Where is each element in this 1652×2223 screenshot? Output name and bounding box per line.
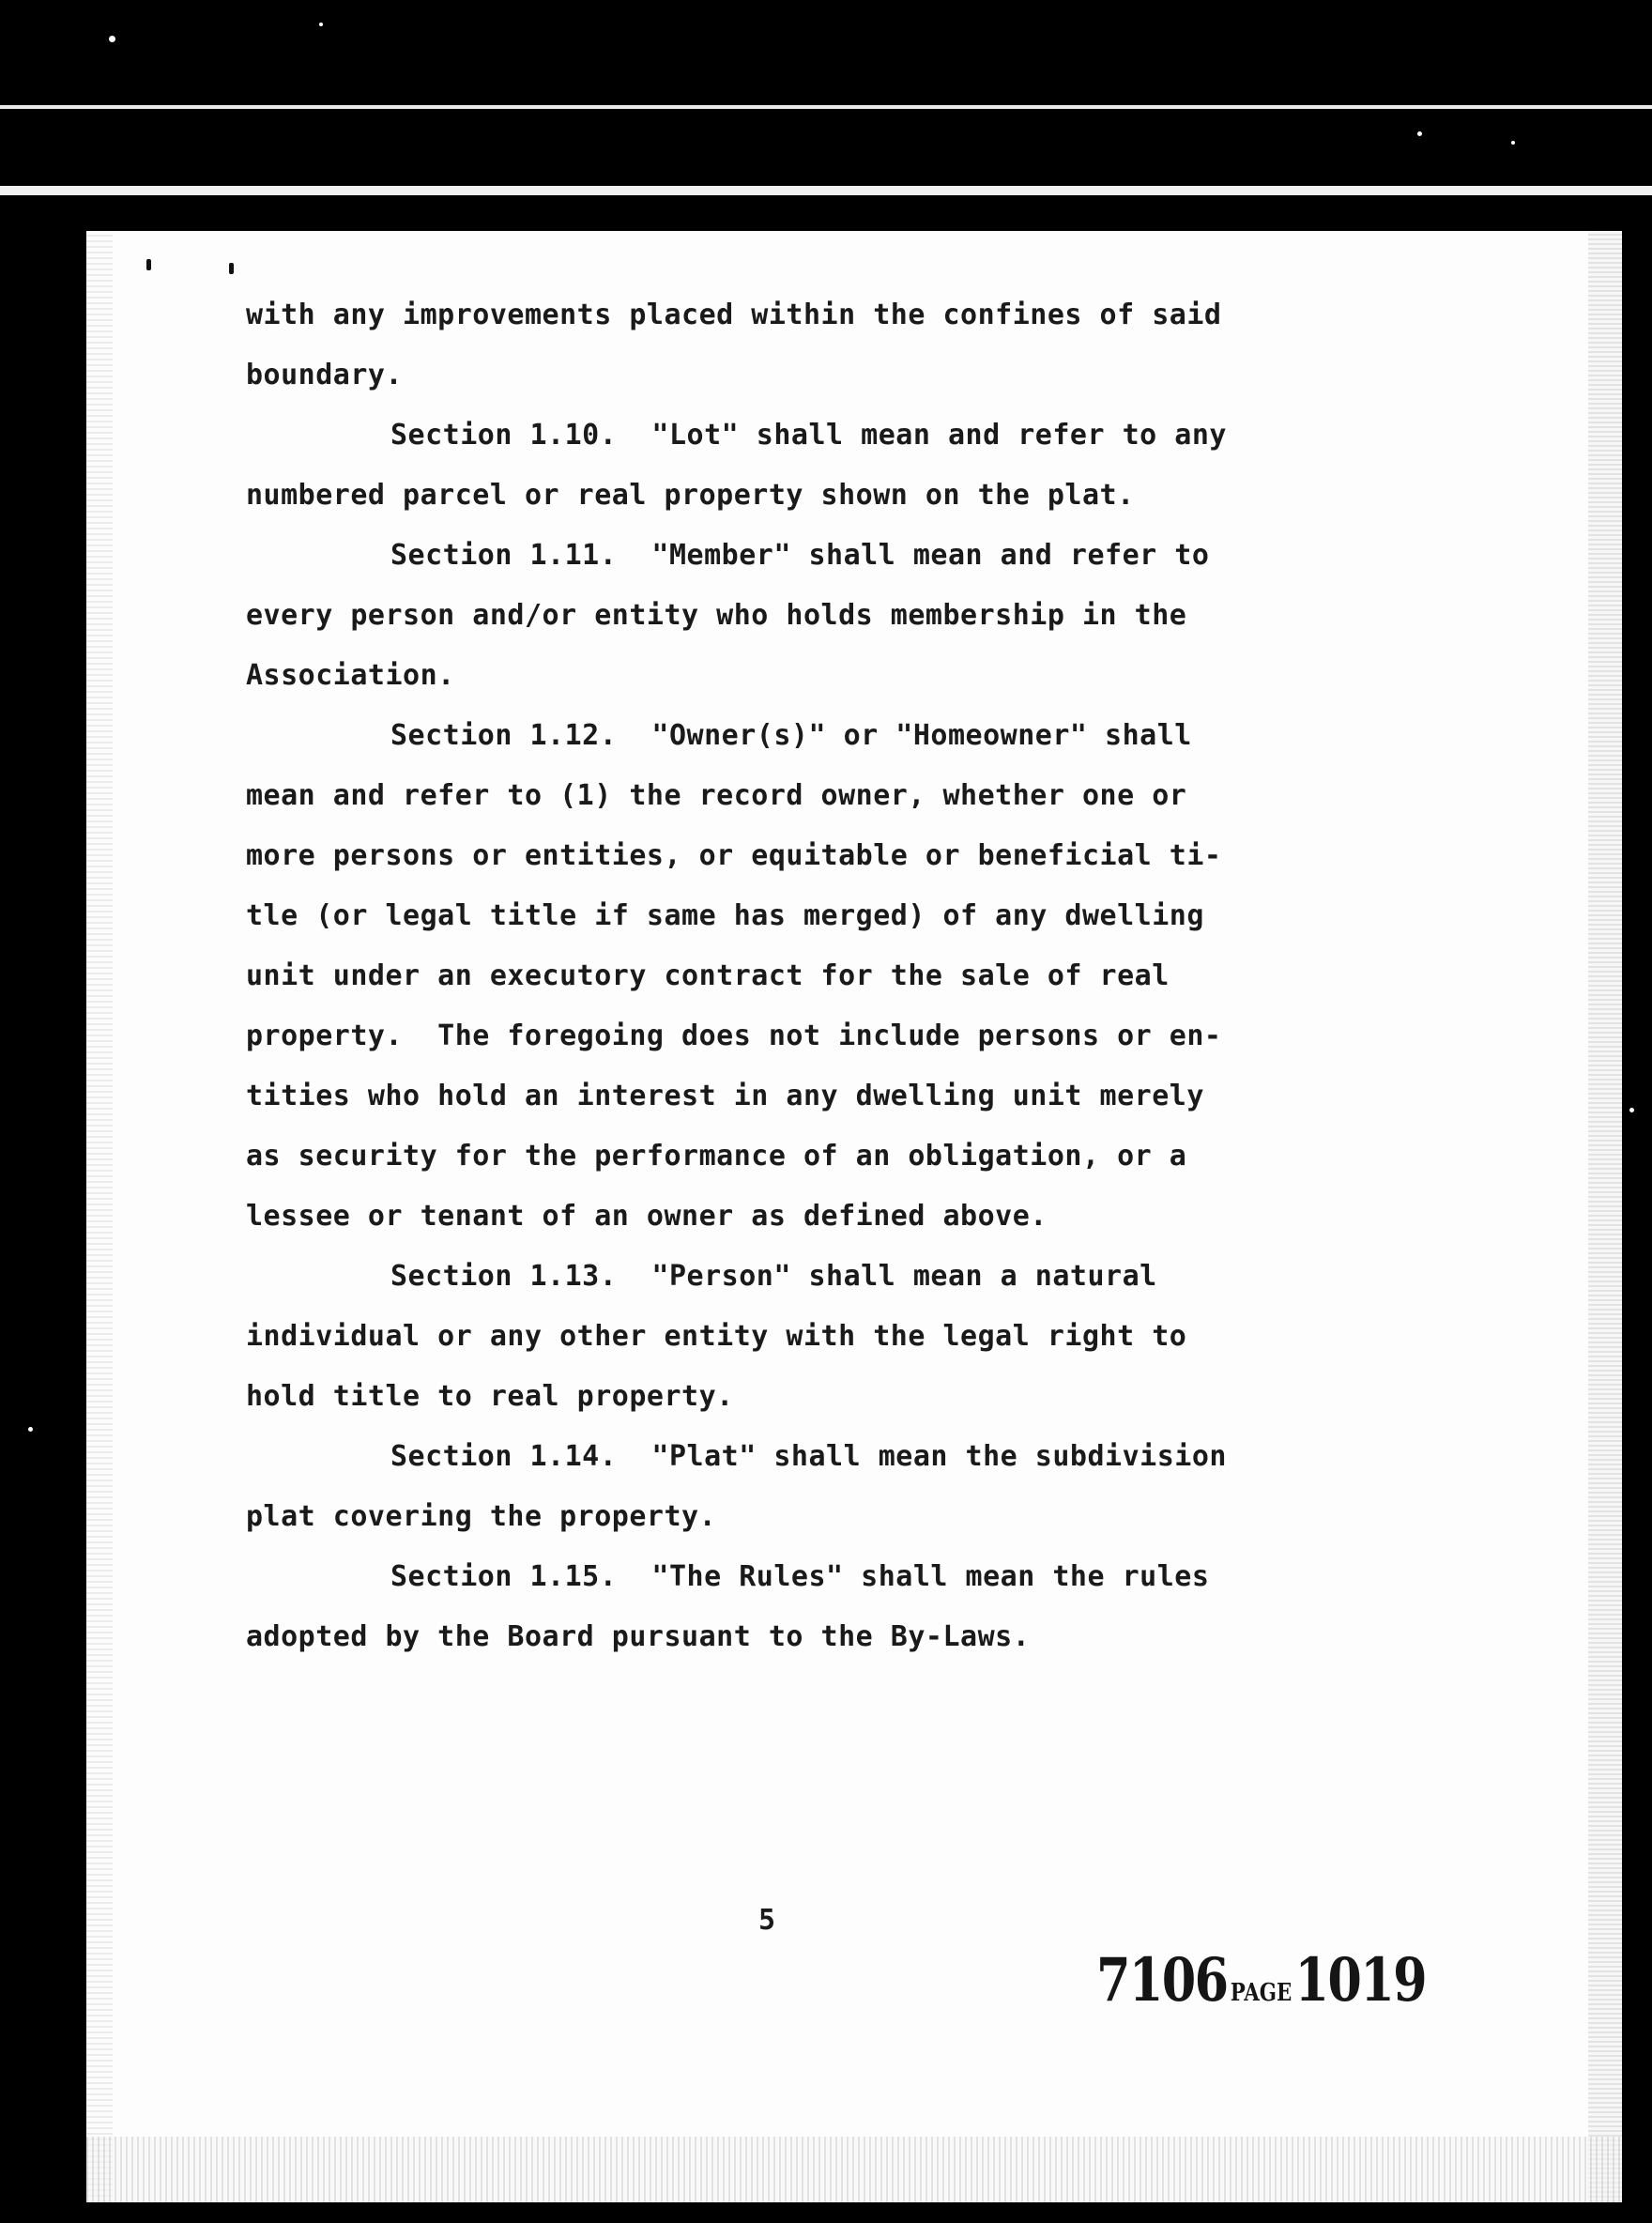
document-line: unit under an executory contract for the sale of real: [246, 959, 1170, 992]
scan-speck: [1417, 131, 1422, 136]
document-body: [246, 285, 1325, 1667]
punch-mark: [146, 259, 151, 270]
document-line: plat covering the property.: [246, 1500, 717, 1533]
document-line: adopted by the Board pursuant to the By-Laws.: [246, 1620, 1031, 1653]
scan-second-rule: [0, 186, 1652, 195]
scan-speck: [109, 36, 115, 42]
document-line: Association.: [246, 659, 455, 692]
document-line: with any improvements placed within the confines of said: [246, 299, 1222, 331]
document-line: Section 1.10. "Lot" shall mean and refer to any: [390, 419, 1227, 452]
document-line: hold title to real property.: [246, 1380, 734, 1413]
scan-speck: [1629, 1108, 1634, 1112]
page-number: 5: [758, 1904, 776, 1937]
document-line: numbered parcel or real property shown on the plat.: [246, 479, 1135, 512]
document-line: boundary.: [246, 359, 404, 391]
punch-mark: [229, 263, 234, 274]
scan-top-rule: [0, 105, 1652, 109]
document-line: tities who hold an interest in any dwelling unit merely: [246, 1080, 1204, 1112]
document-line: Section 1.11. "Member" shall mean and refer to: [390, 539, 1210, 572]
document-line: lessee or tenant of an owner as defined above.: [246, 1200, 1048, 1233]
recording-stamp: [1096, 1945, 1426, 2016]
document-line: Section 1.14. "Plat" shall mean the subdivision: [390, 1440, 1227, 1473]
stamp-page-label: PAGE: [1230, 1979, 1293, 2007]
document-line: Section 1.15. "The Rules" shall mean the rules: [390, 1560, 1210, 1593]
scan-speck: [1511, 141, 1515, 145]
scan-edge-noise: [86, 231, 113, 2202]
document-line: tle (or legal title if same has merged) of any dwelling: [246, 899, 1204, 932]
stamp-page-number: 1019: [1294, 1945, 1427, 2016]
scan-speck: [28, 1427, 33, 1432]
document-line: Section 1.13. "Person" shall mean a natural: [390, 1260, 1157, 1293]
document-line: mean and refer to (1) the record owner, whether one or: [246, 779, 1187, 812]
stamp-book-number: 7106: [1096, 1945, 1228, 2016]
document-line: more persons or entities, or equitable or beneficial ti-: [246, 839, 1222, 872]
document-line: as security for the performance of an obligation, or a: [246, 1140, 1187, 1173]
document-line: individual or any other entity with the legal right to: [246, 1320, 1187, 1353]
document-line: Section 1.12. "Owner(s)" or "Homeowner" shall: [390, 719, 1192, 752]
scan-speck: [319, 23, 323, 26]
document-line: property. The foregoing does not include persons or en-: [246, 1020, 1222, 1052]
document-line: every person and/or entity who holds membership in the: [246, 599, 1187, 632]
